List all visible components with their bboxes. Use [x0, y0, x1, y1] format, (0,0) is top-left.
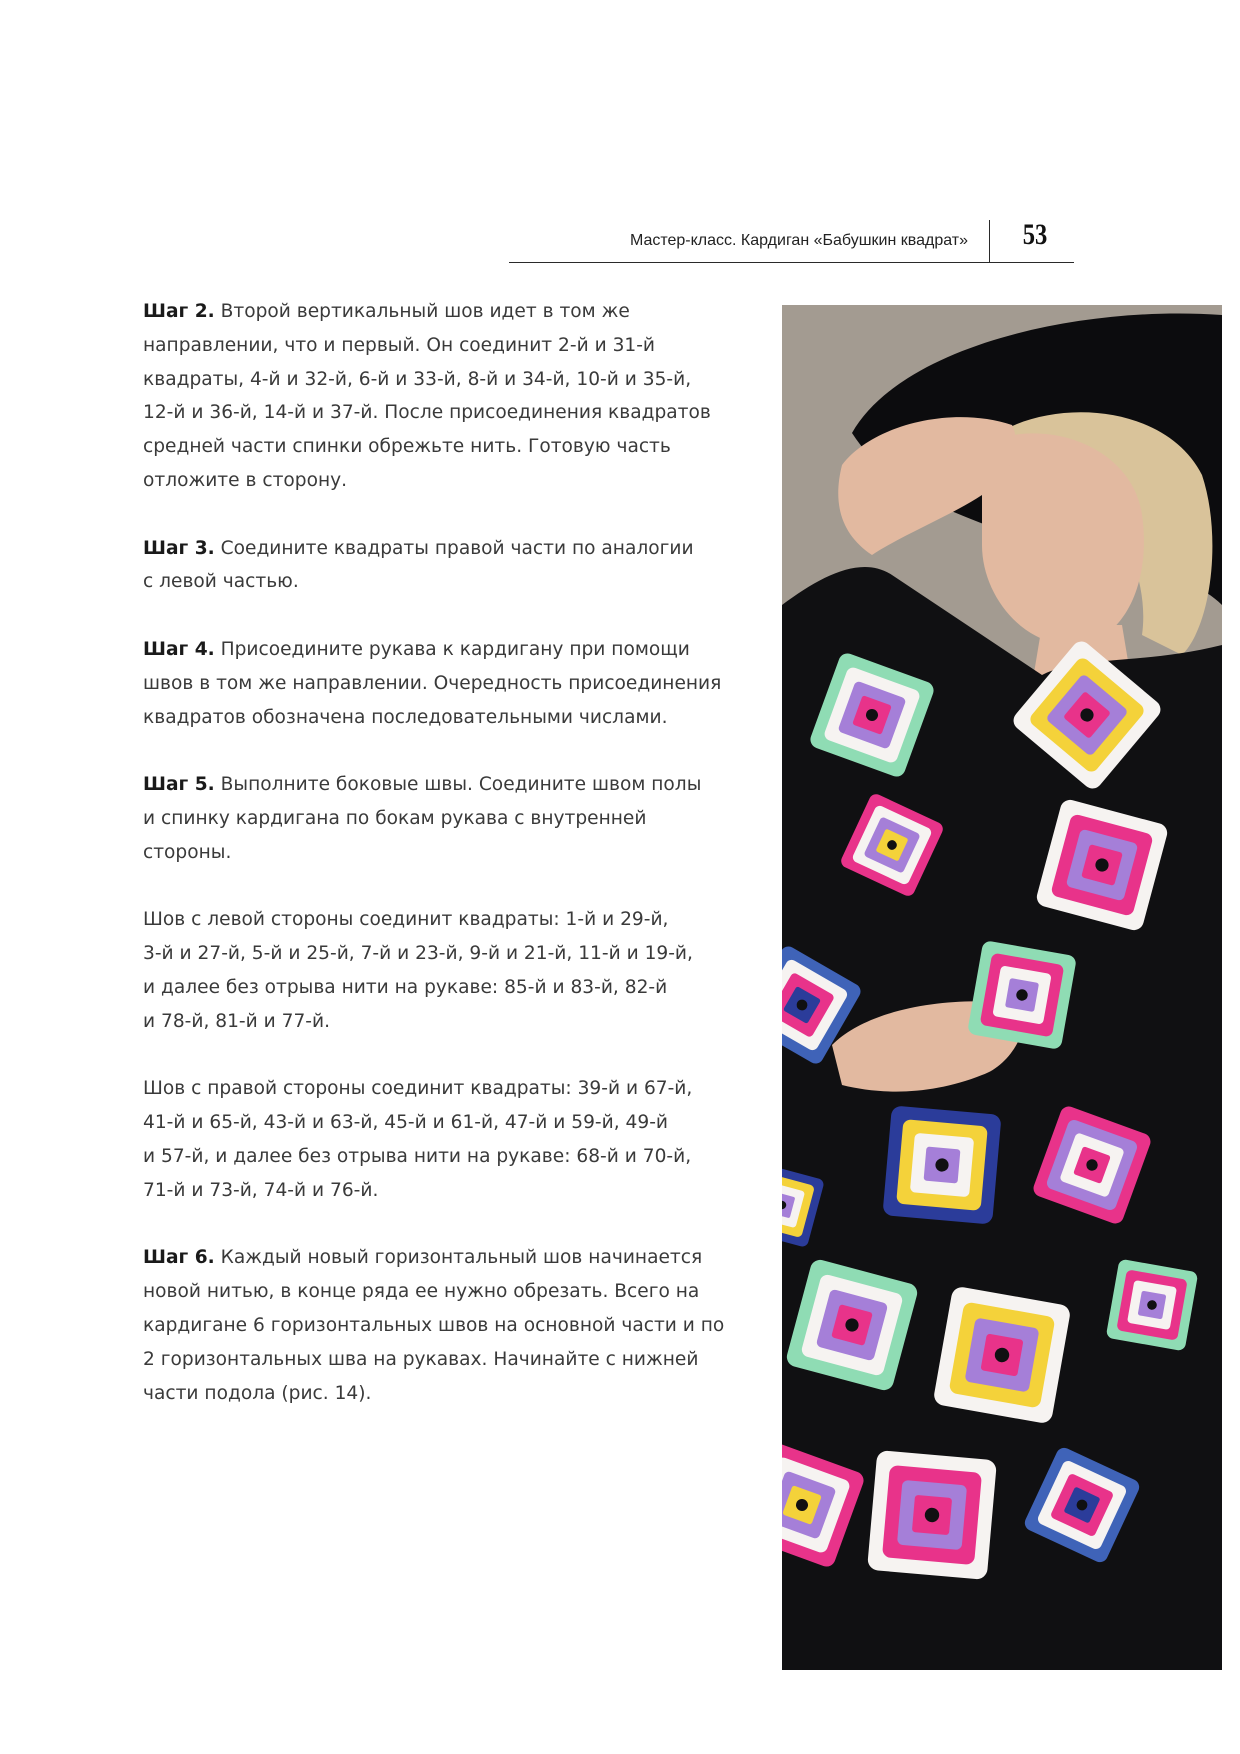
- granny-square: [967, 940, 1077, 1050]
- step-4-line-2: швов в том же направлении. Очередность присоединения: [143, 672, 722, 694]
- step-6-label: Шаг 6.: [143, 1247, 215, 1269]
- step-5-line-2: и спинку кардигана по бокам рукава с внутренней: [143, 807, 647, 829]
- step-3-line-2: с левой частью.: [143, 571, 299, 593]
- step-2-paragraph: [143, 295, 753, 498]
- step-4-label: Шаг 4.: [143, 638, 215, 660]
- step-5-line-1: Шаг 5. Выполните боковые швы. Соедините швом полы: [143, 774, 702, 796]
- section-title: Мастер-класс. Кардиган «Бабушкин квадрат»: [629, 232, 968, 249]
- step-6-line-3: кардигане 6 горизонтальных швов на основной части и по: [143, 1314, 725, 1336]
- left-seam-paragraph: [143, 903, 753, 1038]
- step-2-line-1: Шаг 2. Второй вертикальный шов идет в том же: [143, 301, 630, 322]
- step-6-line-5: части подола (рис. 14).: [143, 1382, 372, 1404]
- left-seam-line-3: и далее без отрыва нити на рукаве: 85-й и 83-й, 82-й: [143, 976, 668, 998]
- step-3-line-1: Шаг 3. Соедините квадраты правой части по аналогии: [143, 537, 694, 559]
- left-seam-line-2: 3-й и 27-й, 5-й и 25-й, 7-й и 23-й, 9-й и 21-й, 11-й и 19-й,: [143, 943, 693, 965]
- step-4-line-3: квадратов обозначена последовательными числами.: [143, 706, 668, 728]
- granny-square: [1106, 1259, 1199, 1352]
- right-seam-line-2: 41-й и 65-й, 43-й и 63-й, 45-й и 61-й, 47-й и 59-й, 49-й: [143, 1112, 668, 1134]
- step-2-line-4: 12-й и 36-й, 14-й и 37-й. После присоединения квадратов: [143, 402, 711, 424]
- right-seam-paragraph: [143, 1072, 753, 1207]
- left-seam-line-1: Шов с левой стороны соединит квадраты: 1-й и 29-й,: [143, 909, 669, 931]
- right-seam-line-1: Шов с правой стороны соединит квадраты: 39-й и 67-й,: [143, 1078, 693, 1100]
- step-2-line-2: направлении, что и первый. Он соединит 2-й и 31-й: [143, 334, 656, 356]
- header-divider: [989, 220, 991, 262]
- step-2-line-5: средней части спинки обрежьте нить. Готовую часть: [143, 436, 671, 458]
- step-6-line-1: Шаг 6. Каждый новый горизонтальный шов начинается: [143, 1247, 703, 1269]
- step-4-paragraph: [143, 633, 753, 734]
- running-header: [509, 218, 1074, 263]
- step-6-paragraph: [143, 1241, 753, 1410]
- step-2-line-3: квадраты, 4-й и 32-й, 6-й и 33-й, 8-й и 34-й, 10-й и 35-й,: [143, 368, 692, 390]
- step-5-paragraph: [143, 768, 753, 869]
- step-5-label: Шаг 5.: [143, 774, 215, 796]
- step-4-line-1: Шаг 4. Присоедините рукава к кардигану при помощи: [143, 638, 690, 660]
- right-seam-line-4: 71-й и 73-й, 74-й и 76-й.: [143, 1179, 379, 1201]
- step-2-label: Шаг 2.: [143, 301, 215, 322]
- step-6-line-4: 2 горизонтальных шва на рукавах. Начинайте с нижней: [143, 1348, 699, 1370]
- step-5-line-3: стороны.: [143, 841, 232, 863]
- page-number: 53: [1022, 218, 1048, 251]
- granny-square: [932, 1285, 1071, 1424]
- instructions-column: [143, 295, 753, 1444]
- granny-square: [882, 1105, 1001, 1224]
- granny-square: [867, 1450, 997, 1580]
- model-photo-illustration: [782, 305, 1222, 1670]
- step-3-paragraph: [143, 532, 753, 600]
- step-2-line-6: отложите в сторону.: [143, 469, 348, 491]
- step-3-label: Шаг 3.: [143, 537, 215, 559]
- right-seam-line-3: и 57-й, и далее без отрыва нити на рукаве: 68-й и 70-й,: [143, 1145, 692, 1167]
- left-seam-line-4: и 78-й, 81-й и 77-й.: [143, 1010, 330, 1032]
- step-6-line-2: новой нитью, в конце ряда ее нужно обрезать. Всего на: [143, 1281, 700, 1303]
- model-photo: [782, 305, 1222, 1670]
